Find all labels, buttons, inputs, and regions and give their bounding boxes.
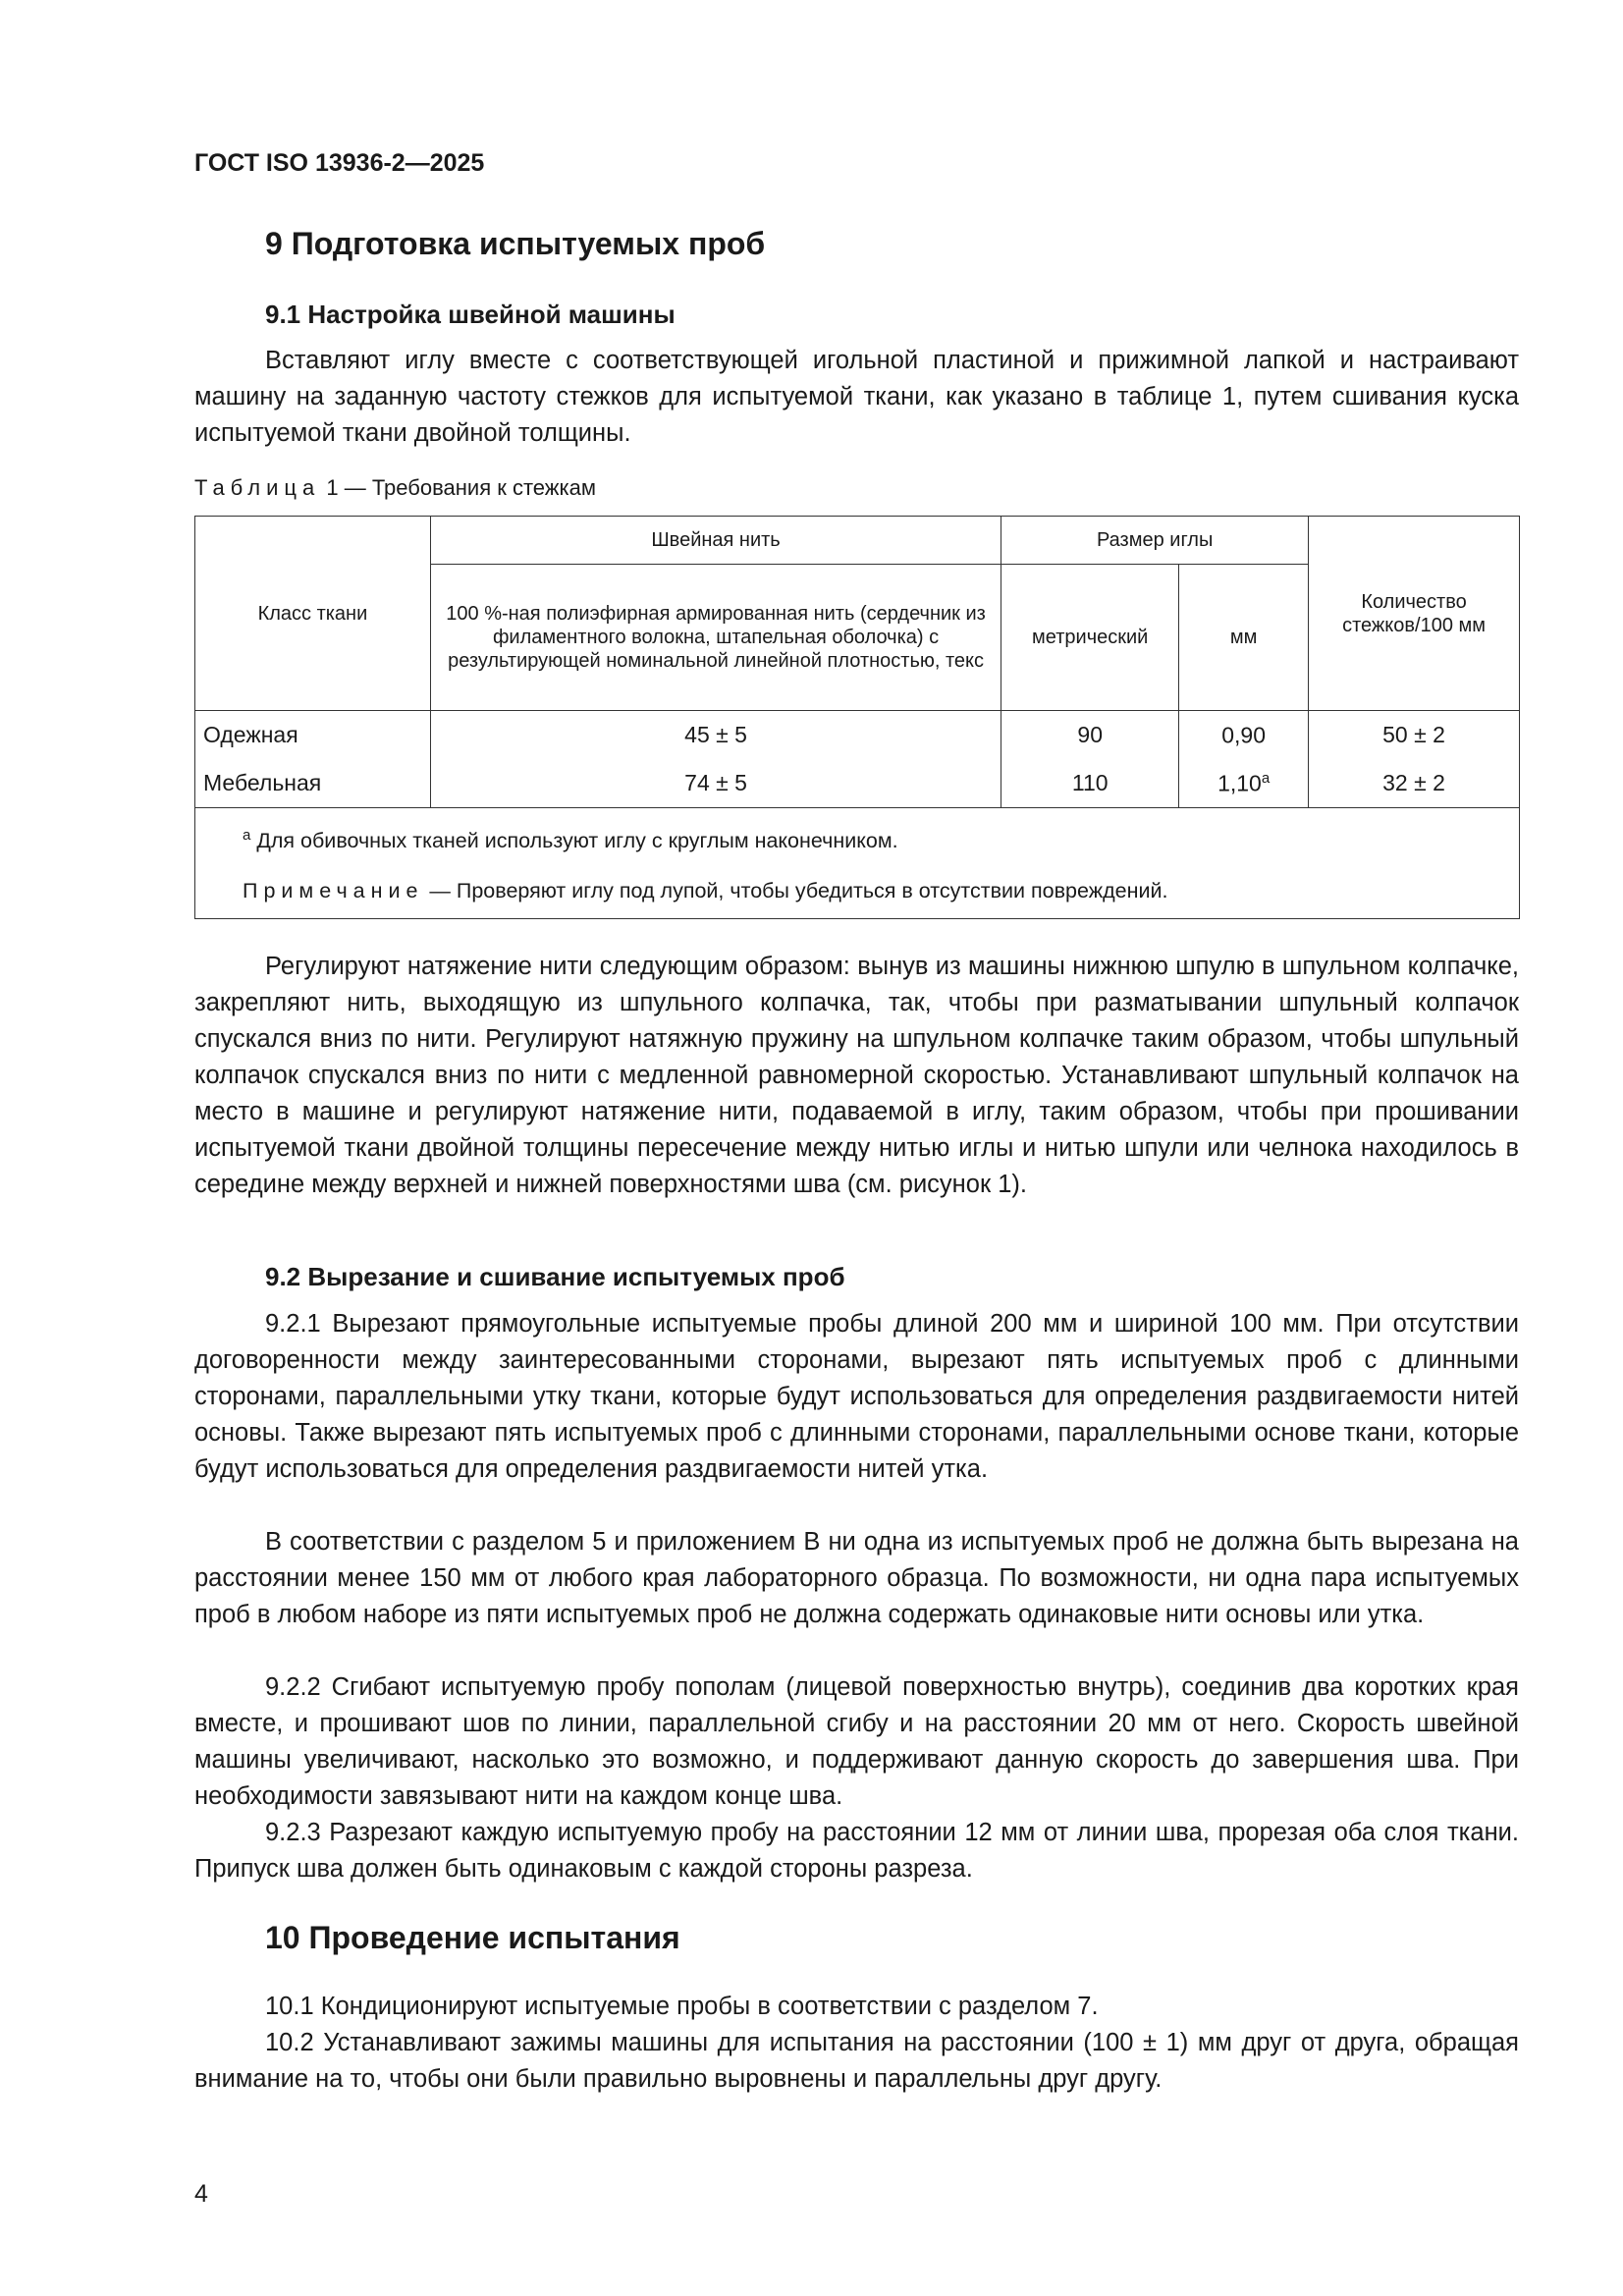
stitch-requirements-table — [194, 516, 1520, 919]
header-stitch-count: Количество стежков/100 мм — [1309, 517, 1520, 711]
section-9-2-title: 9.2 Вырезание и сшивание испытуемых проб — [265, 1262, 845, 1291]
cell-needle-mm-value: 0,90 — [1221, 722, 1266, 748]
paragraph-9-2-3: 9.2.3 Разрезают каждую испытуемую пробу на расстоянии 12 мм от линии шва, прорезая оба слоя ткани. Припуск шва должен быть одинаковым с каждой стороны разреза. — [194, 1819, 1519, 1883]
table-notes — [195, 808, 1520, 919]
header-needle-metric: метрический — [1001, 565, 1179, 711]
thread-tension-paragraph: Регулируют натяжение нити следующим образом: вынув из машины нижнюю шпулю в шпульном колпачке, закрепляют нить, выходящую из шпульного колпачка, так, чтобы при разматывании шпульный колпачок спускался вниз по нити. Регулируют натяжную пружину на шпульном колпачке таким образом, чтобы шпульный колпачок спускался вниз по нити с медленной равномерной скоростью. Устанавливают шпульный колпачок на место в машине и регулируют натяжение нити, подаваемой в иглу, таким образом, чтобы при прошивании испытуемой ткани двойной толщины пересечение между нитью иглы и нитью шпули или челнока находилось в середине между верхней и нижней поверхностями шва (см. рисунок 1). — [194, 953, 1519, 1198]
table-row — [195, 759, 1520, 808]
section-9-title: 9 Подготовка испытуемых проб — [265, 226, 766, 261]
section-9-1-title: 9.1 Настройка швейной машины — [265, 300, 676, 329]
paragraph-9-2-1-continued: В соответствии с разделом 5 и приложением В ни одна из испытуемых проб не должна быть вырезана на расстоянии менее 150 мм от любого края лабораторного образца. По возможности, ни одна пара испытуемых проб в любом наборе из пяти испытуемых проб не должна содержать одинаковые нити основы или утка. — [194, 1528, 1519, 1628]
cell-stitches: 50 ± 2 — [1309, 711, 1520, 760]
header-needle-mm: мм — [1179, 565, 1309, 711]
cell-stitches: 32 ± 2 — [1309, 759, 1520, 808]
paragraph-10-1: 10.1 Кондиционируют испытуемые пробы в соответствии с разделом 7. — [265, 1993, 1099, 2020]
table-caption — [194, 475, 596, 501]
cell-needle-mm — [1179, 759, 1309, 808]
cell-needle-mm-sup: a — [1261, 769, 1271, 787]
paragraph-10-2: 10.2 Устанавливают зажимы машины для испытания на расстоянии (100 ± 1) мм друг от друга, обращая внимание на то, чтобы они были правильно выровнены и параллельны друг другу. — [194, 2029, 1519, 2093]
note-label: Примечание — [243, 879, 424, 902]
header-sewing-thread: Швейная нить — [430, 517, 1001, 565]
table-footnote — [243, 808, 1519, 863]
header-thread-description: 100 %-ная полиэфирная армированная нить (сердечник из филаментного волокна, штапельная оболочка) с результирующей номинальной линейной плотностью, текс — [430, 565, 1001, 711]
section-10-title: 10 Проведение испытания — [265, 1920, 680, 1955]
cell-needle-metric: 110 — [1001, 759, 1179, 808]
document-header: ГОСТ ISO 13936-2—2025 — [194, 149, 485, 177]
paragraph-9-2-1: 9.2.1 Вырезают прямоугольные испытуемые пробы длиной 200 мм и шириной 100 мм. При отсутствии договоренности между заинтересованными сторонами, вырезают пять испытуемых проб с длинными сторонами, параллельными утку ткани, которые будут использоваться для определения раздвигаемости нитей основы. Также вырезают пять испытуемых проб с длинными сторонами, параллельными основе ткани, которые будут использоваться для определения раздвигаемости нитей утка. — [194, 1310, 1519, 1483]
header-needle-size: Размер иглы — [1001, 517, 1309, 565]
footnote-text: Для обивочных тканей используют иглу с круглым наконечником. — [250, 829, 898, 853]
footnote-mark: a — [243, 827, 251, 844]
section-9-1-paragraph: Вставляют иглу вместе с соответствующей игольной пластиной и прижимной лапкой и настраивают машину на заданную частоту стежков для испытуемой ткани, как указано в таблице 1, путем сшивания куска испытуемой ткани двойной толщины. — [194, 347, 1519, 447]
paragraph-9-2-2: 9.2.2 Сгибают испытуемую пробу пополам (лицевой поверхностью внутрь), соединив два коротких края вместе, и прошивают шов по линии, параллельной сгибу и на расстоянии 20 мм от него. Скорость швейной машины увеличивают, насколько это возможно, и поддерживают данную скорость до завершения шва. При необходимости завязывают нити на каждом конце шва. — [194, 1673, 1519, 1810]
cell-needle-mm-value: 1,10 — [1217, 770, 1262, 796]
table-note — [243, 863, 1519, 918]
note-text: — Проверяют иглу под лупой, чтобы убедиться в отсутствии повреждений. — [423, 879, 1168, 902]
cell-thread: 45 ± 5 — [430, 711, 1001, 760]
cell-thread: 74 ± 5 — [430, 759, 1001, 808]
header-fabric-class: Класс ткани — [195, 517, 431, 711]
cell-needle-mm — [1179, 711, 1309, 760]
table-row — [195, 711, 1520, 760]
page-number: 4 — [194, 2180, 208, 2208]
cell-fabric: Мебельная — [195, 759, 431, 808]
cell-needle-metric: 90 — [1001, 711, 1179, 760]
table-caption-text: 1 — Требования к стежкам — [320, 475, 596, 500]
table-caption-label: Таблица — [194, 475, 321, 500]
cell-fabric: Одежная — [195, 711, 431, 760]
